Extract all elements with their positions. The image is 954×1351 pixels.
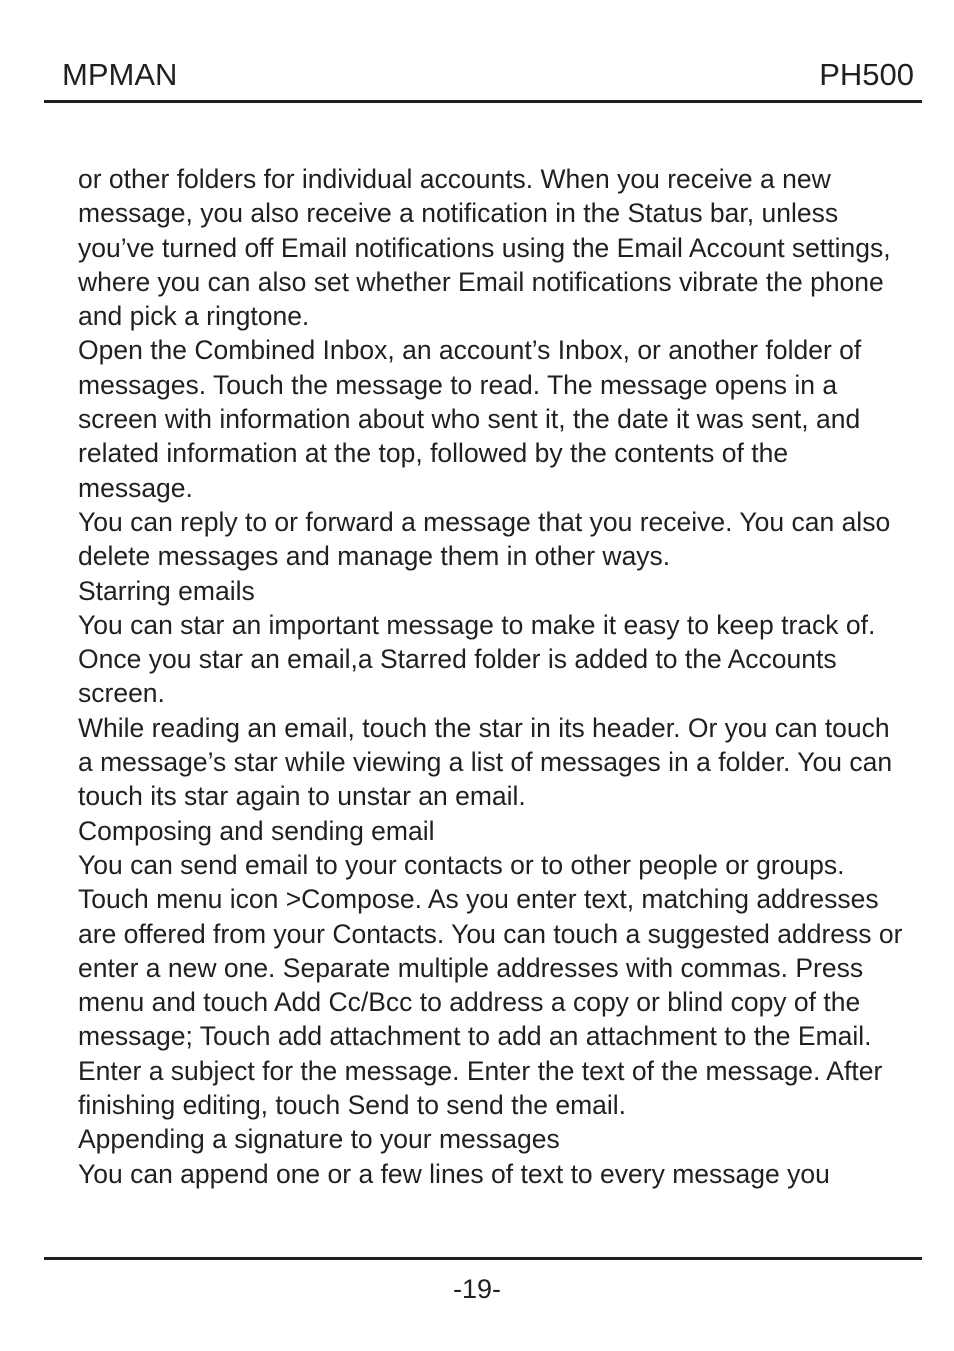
heading-appending-signature: Appending a signature to your messages <box>78 1124 560 1155</box>
paragraph-compose-instructions: You can send email to your contacts or to other people or groups. Touch menu icon >Compose. As you enter text, matching addresses are offered from your Contacts. You can touch a suggested address or enter a new one. Separate multiple addresses with commas. Press menu and touch Add Cc/Bcc to address a copy or blind copy of the message; Touch add attachment to add an attachment to the Email. Enter a subject for the message. Enter the text of the message. After finishing editing, touch Send to send the email. <box>78 849 903 1121</box>
paragraph-signature: You can append one or a few lines of text to every message you <box>78 1158 830 1189</box>
paragraph-reply-forward: You can reply to or forward a message that you receive. You can also delete messages and manage them in other ways. <box>78 506 891 572</box>
footer-divider <box>44 1257 922 1260</box>
manual-body-text <box>78 162 908 1191</box>
paragraph-email-notifications: or other folders for individual accounts. When you receive a new message, you also receive a notification in the Status bar, unless you’ve turned off Email notifications using the Email Account settings, where you can also set whether Email notifications vibrate the phone and pick a ringtone. <box>78 164 891 332</box>
page-header <box>44 52 922 103</box>
model-name: PH500 <box>819 57 914 92</box>
paragraph-star-instructions: While reading an email, touch the star in its header. Or you can touch a message’s star while viewing a list of messages in a folder. You can touch its star again to unstar an email. <box>78 712 893 812</box>
brand-name: MPMAN <box>62 57 178 92</box>
heading-composing-email: Composing and sending email <box>78 815 435 846</box>
page-number: -19- <box>452 1274 501 1304</box>
heading-starring-emails: Starring emails <box>78 575 255 606</box>
paragraph-open-inbox: Open the Combined Inbox, an account’s Inbox, or another folder of messages. Touch the message to read. The message opens in a screen with information about who sent it, the date it was sent, and related information at the top, followed by the contents of the message. <box>78 335 862 503</box>
paragraph-star-message: You can star an important message to make it easy to keep track of. Once you star an email,a Starred folder is added to the Accounts screen. <box>78 609 876 709</box>
